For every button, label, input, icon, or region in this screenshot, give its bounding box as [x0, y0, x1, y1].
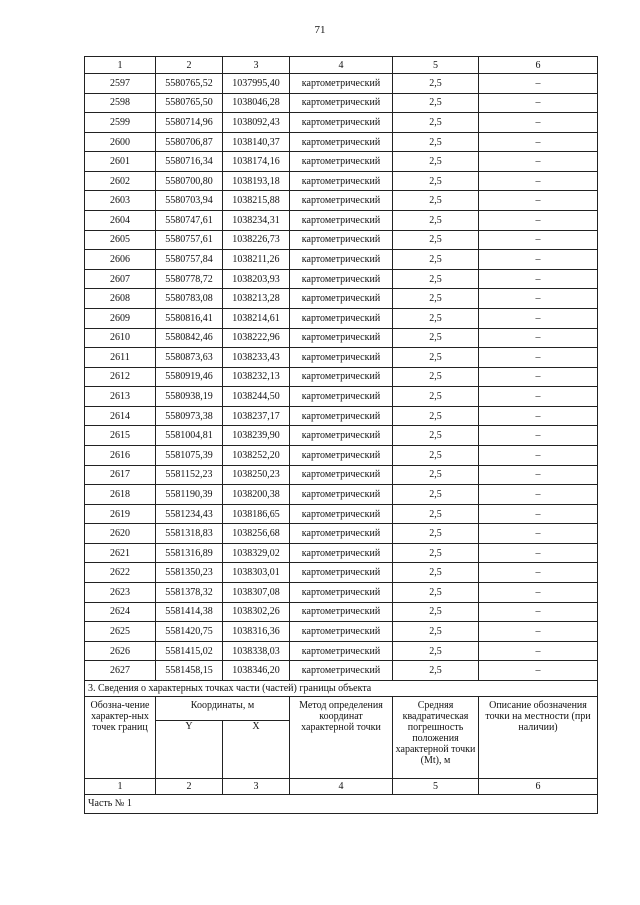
accuracy: 2,5: [393, 602, 479, 622]
section-3-column-number-row: [85, 778, 598, 794]
coordinate-y: 5580706,87: [156, 132, 223, 152]
table-row: [85, 445, 598, 465]
accuracy: 2,5: [393, 524, 479, 544]
coordinate-y: 5580842,46: [156, 328, 223, 348]
coordinate-y: 5581378,32: [156, 583, 223, 603]
accuracy: 2,5: [393, 445, 479, 465]
coordinate-y: 5580757,61: [156, 230, 223, 250]
table-row: [85, 269, 598, 289]
table-row: [85, 465, 598, 485]
method: картометрический: [290, 426, 393, 446]
point-number: 2612: [85, 367, 156, 387]
accuracy: 2,5: [393, 308, 479, 328]
description: –: [479, 308, 598, 328]
method: картометрический: [290, 250, 393, 270]
description: –: [479, 504, 598, 524]
accuracy: 2,5: [393, 406, 479, 426]
header-accuracy: Средняя квадратическая погрешность положения характерной точки (Mt), м: [393, 696, 479, 778]
part-label: Часть № 1: [85, 794, 598, 813]
description: –: [479, 465, 598, 485]
point-number: 2615: [85, 426, 156, 446]
description: –: [479, 641, 598, 661]
description: –: [479, 328, 598, 348]
point-number: 2608: [85, 289, 156, 309]
method: картометрический: [290, 583, 393, 603]
accuracy: 2,5: [393, 465, 479, 485]
table-row: [85, 543, 598, 563]
table-row: [85, 641, 598, 661]
point-number: 2616: [85, 445, 156, 465]
accuracy: 2,5: [393, 230, 479, 250]
coordinate-y: 5580973,38: [156, 406, 223, 426]
coordinate-y: 5580765,50: [156, 93, 223, 113]
method: картометрический: [290, 289, 393, 309]
coordinate-y: 5581152,23: [156, 465, 223, 485]
method: картометрический: [290, 524, 393, 544]
coordinate-x: 1038316,36: [223, 622, 290, 642]
coordinate-x: 1038252,20: [223, 445, 290, 465]
accuracy: 2,5: [393, 563, 479, 583]
table-row: [85, 93, 598, 113]
method: картометрический: [290, 171, 393, 191]
accuracy: 2,5: [393, 622, 479, 642]
method: картометрический: [290, 445, 393, 465]
coordinate-y: 5580747,61: [156, 211, 223, 231]
coordinate-x: 1038140,37: [223, 132, 290, 152]
point-number: 2605: [85, 230, 156, 250]
table-row: [85, 426, 598, 446]
point-number: 2624: [85, 602, 156, 622]
point-number: 2610: [85, 328, 156, 348]
description: –: [479, 485, 598, 505]
description: –: [479, 524, 598, 544]
description: –: [479, 74, 598, 94]
method: картометрический: [290, 152, 393, 172]
coordinate-y: 5580714,96: [156, 113, 223, 133]
coordinate-x: 1038244,50: [223, 387, 290, 407]
method: картометрический: [290, 74, 393, 94]
description: –: [479, 152, 598, 172]
coordinate-x: 1038203,93: [223, 269, 290, 289]
description: –: [479, 583, 598, 603]
description: –: [479, 367, 598, 387]
coordinate-y: 5581458,15: [156, 661, 223, 681]
accuracy: 2,5: [393, 211, 479, 231]
coordinate-x: 1038237,17: [223, 406, 290, 426]
coordinate-x: 1038200,38: [223, 485, 290, 505]
point-number: 2600: [85, 132, 156, 152]
part-row: [85, 794, 598, 813]
accuracy: 2,5: [393, 426, 479, 446]
accuracy: 2,5: [393, 348, 479, 368]
accuracy: 2,5: [393, 93, 479, 113]
coordinate-y: 5581420,75: [156, 622, 223, 642]
table-row: [85, 348, 598, 368]
section-3-title-row: [85, 680, 598, 696]
description: –: [479, 230, 598, 250]
point-number: 2602: [85, 171, 156, 191]
coordinate-y: 5581414,38: [156, 602, 223, 622]
accuracy: 2,5: [393, 328, 479, 348]
point-number: 2621: [85, 543, 156, 563]
coordinate-y: 5581316,89: [156, 543, 223, 563]
coordinate-y: 5580938,19: [156, 387, 223, 407]
point-number: 2611: [85, 348, 156, 368]
coordinate-x: 1038250,23: [223, 465, 290, 485]
coordinate-x: 1038302,26: [223, 602, 290, 622]
coordinate-x: 1038234,31: [223, 211, 290, 231]
coordinate-x: 1038239,90: [223, 426, 290, 446]
table-row: [85, 661, 598, 681]
column-number: 6: [479, 778, 598, 794]
accuracy: 2,5: [393, 641, 479, 661]
coordinate-x: 1038092,43: [223, 113, 290, 133]
description: –: [479, 445, 598, 465]
method: картометрический: [290, 328, 393, 348]
table-row: [85, 387, 598, 407]
accuracy: 2,5: [393, 387, 479, 407]
method: картометрический: [290, 269, 393, 289]
description: –: [479, 387, 598, 407]
description: –: [479, 211, 598, 231]
header-method: Метод определения координат характерной точки: [290, 696, 393, 778]
coordinate-x: 1038193,18: [223, 171, 290, 191]
coordinate-x: 1038346,20: [223, 661, 290, 681]
header-x: X: [223, 720, 290, 778]
accuracy: 2,5: [393, 113, 479, 133]
method: картометрический: [290, 132, 393, 152]
column-number: 4: [290, 57, 393, 74]
point-number: 2620: [85, 524, 156, 544]
coordinate-y: 5581415,02: [156, 641, 223, 661]
coordinate-y: 5581318,83: [156, 524, 223, 544]
header-description: Описание обозначения точки на местности (при наличии): [479, 696, 598, 778]
point-number: 2625: [85, 622, 156, 642]
accuracy: 2,5: [393, 583, 479, 603]
method: картометрический: [290, 504, 393, 524]
table-row: [85, 583, 598, 603]
point-number: 2606: [85, 250, 156, 270]
table-row: [85, 230, 598, 250]
description: –: [479, 171, 598, 191]
accuracy: 2,5: [393, 504, 479, 524]
table-row: [85, 289, 598, 309]
table-row: [85, 113, 598, 133]
description: –: [479, 289, 598, 309]
description: –: [479, 93, 598, 113]
column-number: 5: [393, 778, 479, 794]
method: картометрический: [290, 387, 393, 407]
method: картометрический: [290, 641, 393, 661]
table-row: [85, 308, 598, 328]
header-coordinates: Координаты, м: [156, 696, 290, 720]
description: –: [479, 543, 598, 563]
method: картометрический: [290, 211, 393, 231]
column-number: 2: [156, 778, 223, 794]
description: –: [479, 191, 598, 211]
column-number: 4: [290, 778, 393, 794]
point-number: 2622: [85, 563, 156, 583]
coordinate-y: 5580700,80: [156, 171, 223, 191]
table-row: [85, 74, 598, 94]
coordinate-x: 1038233,43: [223, 348, 290, 368]
accuracy: 2,5: [393, 191, 479, 211]
coordinate-y: 5581190,39: [156, 485, 223, 505]
table-row: [85, 563, 598, 583]
coordinate-y: 5581004,81: [156, 426, 223, 446]
table-row: [85, 152, 598, 172]
point-number: 2598: [85, 93, 156, 113]
table-row: [85, 211, 598, 231]
table-row: [85, 171, 598, 191]
coordinate-x: 1038214,61: [223, 308, 290, 328]
point-number: 2618: [85, 485, 156, 505]
coordinate-x: 1038222,96: [223, 328, 290, 348]
coordinate-x: 1038046,28: [223, 93, 290, 113]
point-number: 2613: [85, 387, 156, 407]
coordinate-y: 5580919,46: [156, 367, 223, 387]
method: картометрический: [290, 602, 393, 622]
point-number: 2599: [85, 113, 156, 133]
description: –: [479, 661, 598, 681]
method: картометрический: [290, 367, 393, 387]
description: –: [479, 622, 598, 642]
table-row: [85, 406, 598, 426]
coordinate-x: 1038226,73: [223, 230, 290, 250]
table-row: [85, 622, 598, 642]
method: картометрический: [290, 661, 393, 681]
section-3-title: 3. Сведения о характерных точках части (частей) границы объекта: [85, 680, 598, 696]
description: –: [479, 406, 598, 426]
coordinate-y: 5580716,34: [156, 152, 223, 172]
coordinate-y: 5580703,94: [156, 191, 223, 211]
point-number: 2609: [85, 308, 156, 328]
coordinate-y: 5581075,39: [156, 445, 223, 465]
method: картометрический: [290, 485, 393, 505]
table-row: [85, 524, 598, 544]
description: –: [479, 269, 598, 289]
coordinate-x: 1038186,65: [223, 504, 290, 524]
coordinate-x: 1037995,40: [223, 74, 290, 94]
description: –: [479, 426, 598, 446]
table-row: [85, 367, 598, 387]
method: картометрический: [290, 113, 393, 133]
coordinate-y: 5580757,84: [156, 250, 223, 270]
coordinate-x: 1038232,13: [223, 367, 290, 387]
method: картометрический: [290, 308, 393, 328]
method: картометрический: [290, 543, 393, 563]
method: картометрический: [290, 230, 393, 250]
table-row: [85, 485, 598, 505]
coordinate-x: 1038303,01: [223, 563, 290, 583]
table-row: [85, 602, 598, 622]
column-number: 1: [85, 778, 156, 794]
coordinate-x: 1038256,68: [223, 524, 290, 544]
accuracy: 2,5: [393, 289, 479, 309]
column-number: 6: [479, 57, 598, 74]
coordinate-y: 5580765,52: [156, 74, 223, 94]
coordinate-x: 1038174,16: [223, 152, 290, 172]
accuracy: 2,5: [393, 661, 479, 681]
table-row: [85, 250, 598, 270]
accuracy: 2,5: [393, 171, 479, 191]
point-number: 2617: [85, 465, 156, 485]
coordinate-x: 1038329,02: [223, 543, 290, 563]
accuracy: 2,5: [393, 367, 479, 387]
description: –: [479, 132, 598, 152]
accuracy: 2,5: [393, 74, 479, 94]
table-row: [85, 132, 598, 152]
point-number: 2603: [85, 191, 156, 211]
method: картометрический: [290, 622, 393, 642]
column-number: 1: [85, 57, 156, 74]
header-designation: Обозна-чение характер-ных точек границ: [85, 696, 156, 778]
point-number: 2627: [85, 661, 156, 681]
coordinate-y: 5580783,08: [156, 289, 223, 309]
page-number: 71: [314, 24, 326, 36]
column-number: 5: [393, 57, 479, 74]
accuracy: 2,5: [393, 152, 479, 172]
accuracy: 2,5: [393, 485, 479, 505]
coordinate-x: 1038215,88: [223, 191, 290, 211]
point-number: 2604: [85, 211, 156, 231]
section-3-header-row: [85, 696, 598, 720]
point-number: 2619: [85, 504, 156, 524]
accuracy: 2,5: [393, 543, 479, 563]
coordinate-y: 5581350,23: [156, 563, 223, 583]
coordinate-x: 1038211,26: [223, 250, 290, 270]
description: –: [479, 113, 598, 133]
method: картометрический: [290, 406, 393, 426]
description: –: [479, 563, 598, 583]
method: картометрический: [290, 348, 393, 368]
column-number: 3: [223, 57, 290, 74]
accuracy: 2,5: [393, 269, 479, 289]
column-number-row: [85, 57, 598, 74]
method: картометрический: [290, 563, 393, 583]
table-row: [85, 191, 598, 211]
column-number: 2: [156, 57, 223, 74]
table-row: [85, 504, 598, 524]
point-number: 2597: [85, 74, 156, 94]
point-number: 2601: [85, 152, 156, 172]
header-y: Y: [156, 720, 223, 778]
method: картометрический: [290, 465, 393, 485]
accuracy: 2,5: [393, 250, 479, 270]
coordinates-table: [84, 56, 598, 814]
coordinate-y: 5580816,41: [156, 308, 223, 328]
point-number: 2626: [85, 641, 156, 661]
accuracy: 2,5: [393, 132, 479, 152]
coordinate-y: 5580778,72: [156, 269, 223, 289]
coordinate-x: 1038307,08: [223, 583, 290, 603]
method: картометрический: [290, 191, 393, 211]
description: –: [479, 250, 598, 270]
coordinate-y: 5580873,63: [156, 348, 223, 368]
table-row: [85, 328, 598, 348]
point-number: 2607: [85, 269, 156, 289]
point-number: 2623: [85, 583, 156, 603]
coordinate-y: 5581234,43: [156, 504, 223, 524]
point-number: 2614: [85, 406, 156, 426]
method: картометрический: [290, 93, 393, 113]
coordinate-x: 1038338,03: [223, 641, 290, 661]
coordinate-x: 1038213,28: [223, 289, 290, 309]
column-number: 3: [223, 778, 290, 794]
description: –: [479, 348, 598, 368]
description: –: [479, 602, 598, 622]
